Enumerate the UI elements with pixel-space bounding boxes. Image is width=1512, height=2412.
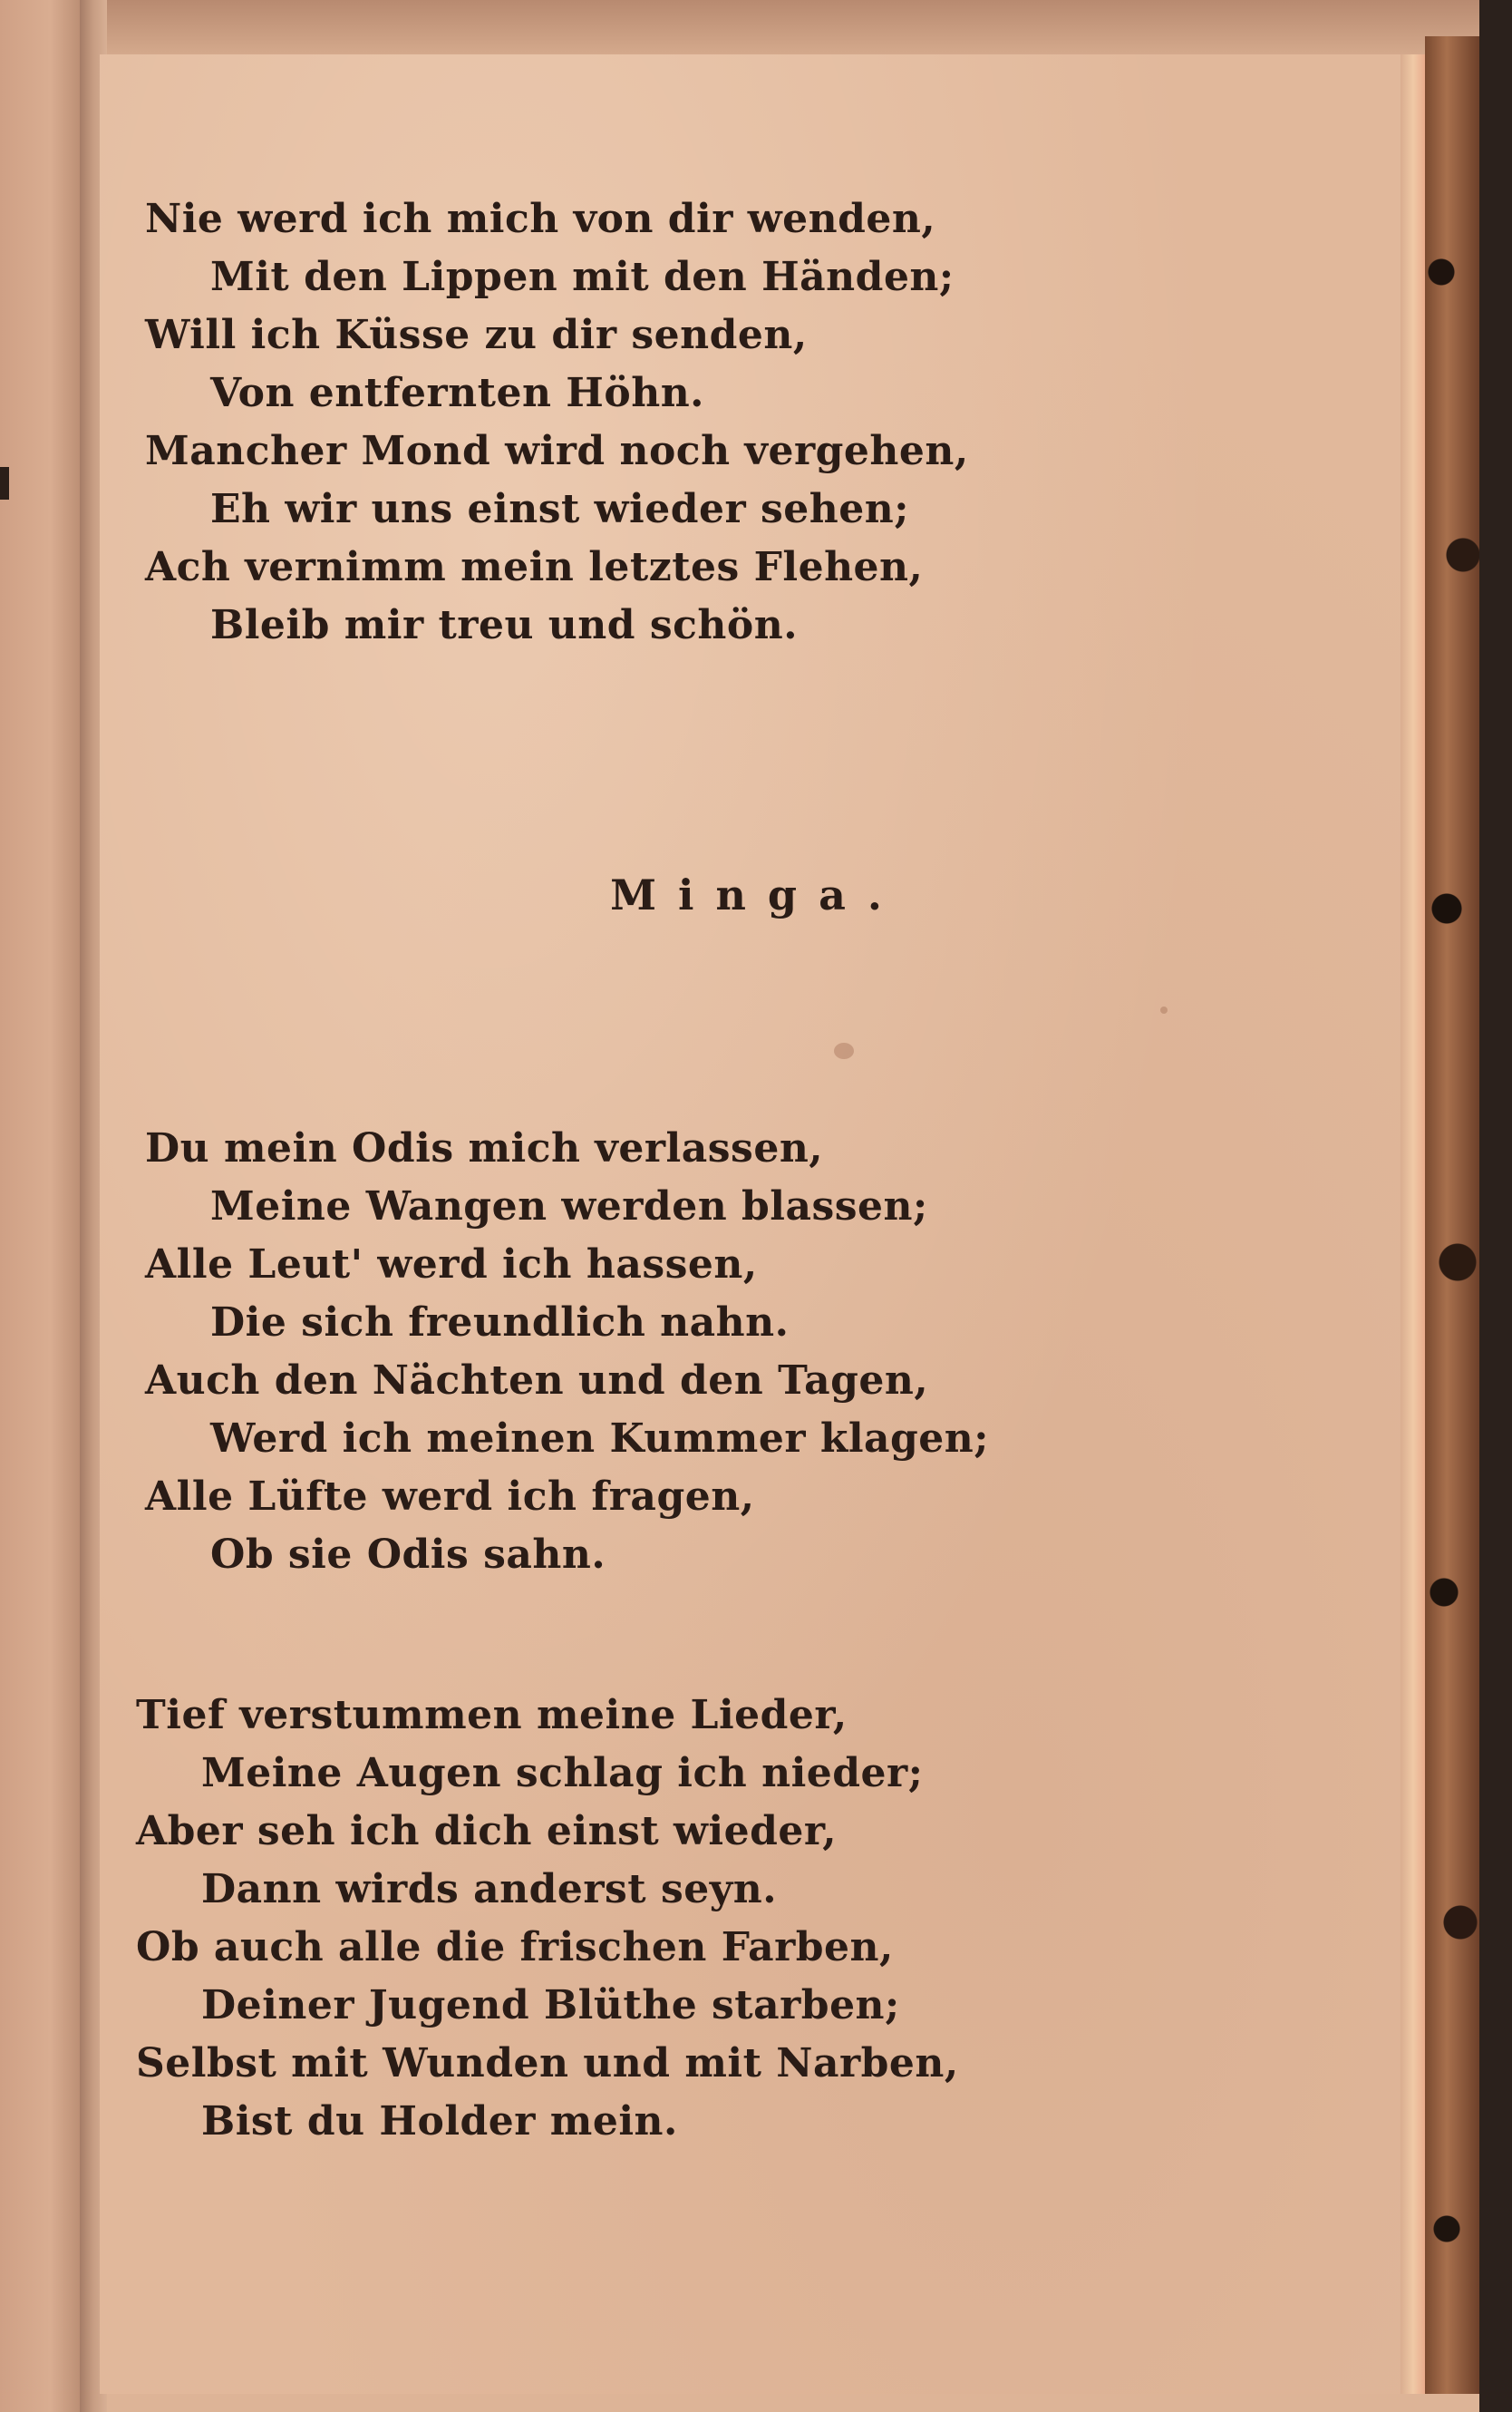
verse-line: Meine Wangen werden blassen; xyxy=(210,1183,928,1230)
marbled-cover-board xyxy=(1425,36,1479,2394)
verse-block xyxy=(145,190,969,655)
verse-block xyxy=(136,1687,959,2151)
paper-stain xyxy=(1160,1007,1168,1014)
verse-line: Von entfernten Höhn. xyxy=(210,370,705,416)
verse-line: Bist du Holder mein. xyxy=(201,2098,678,2145)
section-title: Minga. xyxy=(610,870,904,919)
verse-line: Will ich Küsse zu dir senden, xyxy=(145,312,808,358)
verse-line: Aber seh ich dich einst wieder, xyxy=(136,1808,838,1854)
verse-line: Ob auch alle die frischen Farben, xyxy=(136,1924,894,1970)
stanza-two xyxy=(136,1687,959,2151)
verse-line: Ach vernimm mein letztes Flehen, xyxy=(145,544,924,590)
verse-line: Mit den Lippen mit den Händen; xyxy=(210,254,955,300)
page-edge xyxy=(1401,54,1426,2394)
verse-line: Meine Augen schlag ich nieder; xyxy=(201,1750,924,1796)
verse-line: Selbst mit Wunden und mit Narben, xyxy=(136,2040,959,2086)
poem-upper xyxy=(145,190,969,655)
verse-line: Die sich freundlich nahn. xyxy=(210,1299,790,1346)
verse-line: Ob sie Odis sahn. xyxy=(210,1532,606,1578)
verse-line: Bleib mir treu und schön. xyxy=(210,602,799,648)
verse-line: Nie werd ich mich von dir wenden, xyxy=(145,196,936,242)
verse-line: Du mein Odis mich verlassen, xyxy=(145,1125,824,1172)
verse-block xyxy=(145,1120,989,1584)
paper-stain xyxy=(834,1043,854,1059)
left-page-ink-mark xyxy=(0,467,9,500)
verse-line: Alle Leut' werd ich hassen, xyxy=(145,1241,758,1288)
verse-line: Dann wirds anderst seyn. xyxy=(201,1866,778,1912)
verse-line: Eh wir uns einst wieder sehen; xyxy=(210,486,909,532)
top-shadow xyxy=(0,0,1512,56)
verse-line: Werd ich meinen Kummer klagen; xyxy=(210,1415,990,1462)
verse-line: Alle Lüfte werd ich fragen, xyxy=(145,1473,755,1520)
verse-line: Mancher Mond wird noch vergehen, xyxy=(145,428,969,474)
verse-line: Auch den Nächten und den Tagen, xyxy=(145,1357,929,1404)
left-page-edge xyxy=(0,0,83,2412)
right-page xyxy=(100,54,1414,2394)
stanza-one xyxy=(145,1120,989,1584)
verse-line: Deiner Jugend Blüthe starben; xyxy=(201,1982,900,2028)
background-edge xyxy=(1479,0,1512,2412)
verse-line: Tief verstummen meine Lieder, xyxy=(136,1692,848,1738)
